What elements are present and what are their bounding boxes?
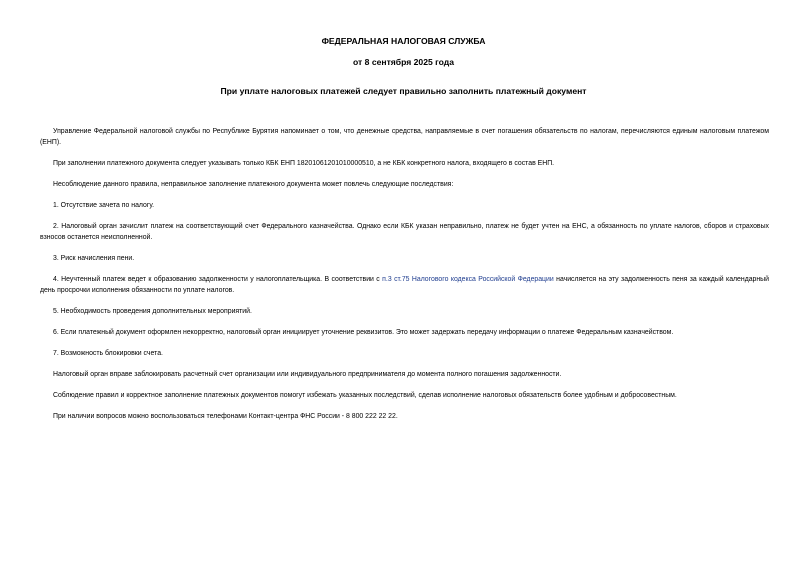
document-body [40, 126, 769, 432]
document-date: от 8 сентября 2025 года [353, 57, 454, 67]
paragraph-blocking: Налоговый орган вправе заблокировать расчетный счет организации или индивидуального предпринимателя до момента полного погашения задолженности. [53, 371, 562, 378]
list-item-4-text-start: 4. Неучтенный платеж ведет к образованию задолженности у налогоплательщика. В соответствии с [53, 276, 383, 283]
list-item-1: 1. Отсутствие зачета по налогу. [53, 202, 155, 209]
list-item-4-text-end: начисляется на эту задолженность пеня за каждый календарный день просрочки исполнения обязанности по уплате налогов. [40, 276, 769, 294]
list-item-6: 6. Если платежный документ оформлен некорректно, налоговый орган инициирует уточнение реквизитов. Это может задержать передачу информации о платеже Федеральным казначейством. [53, 329, 674, 336]
agency-heading: ФЕДЕРАЛЬНАЯ НАЛОГОВАЯ СЛУЖБА [321, 36, 486, 46]
list-item-3: 3. Риск начисления пени. [53, 255, 135, 262]
paragraph-intro: Управление Федеральной налоговой службы по Республике Бурятия напоминает о том, что денежные средства, направляемые в счет погашения обязательств по налогам, перечисляются единым налоговым платежом (ЕНП). [40, 128, 769, 146]
list-item-7: 7. Возможность блокировки счета. [53, 350, 163, 357]
paragraph-compliance: Соблюдение правил и корректное заполнение платежных документов помогут избежать указанных последствий, сделав исполнение налоговых обязательств более удобным и добросовестным. [53, 392, 677, 399]
list-item-2: 2. Налоговый орган зачислит платеж на соответствующий счет Федерального казначейства. Однако если КБК указан неправильно, платеж не будет учтен на ЕНС, а обязанность по уплате налогов, сборов и страховых взносов останется неисполненной. [40, 223, 769, 241]
list-item-4 [40, 274, 769, 296]
document-title: При уплате налоговых платежей следует правильно заполнить платежный документ [220, 86, 587, 96]
tax-code-link[interactable]: п.3 ст.75 Налогового кодекса Российской Федерации [382, 276, 554, 283]
paragraph-kbk: При заполнении платежного документа следует указывать только КБК ЕНП 18201061201010000510, а не КБК конкретного налога, входящего в состав ЕНП. [53, 160, 555, 167]
list-item-5: 5. Необходимость проведения дополнительных мероприятий. [53, 308, 252, 315]
paragraph-contacts: При наличии вопросов можно воспользоваться телефонами Контакт-центра ФНС России - 8 800 222 22 22. [53, 413, 398, 420]
paragraph-consequences: Несоблюдение данного правила, неправильное заполнение платежного документа может повлечь следующие последствия: [53, 181, 454, 188]
